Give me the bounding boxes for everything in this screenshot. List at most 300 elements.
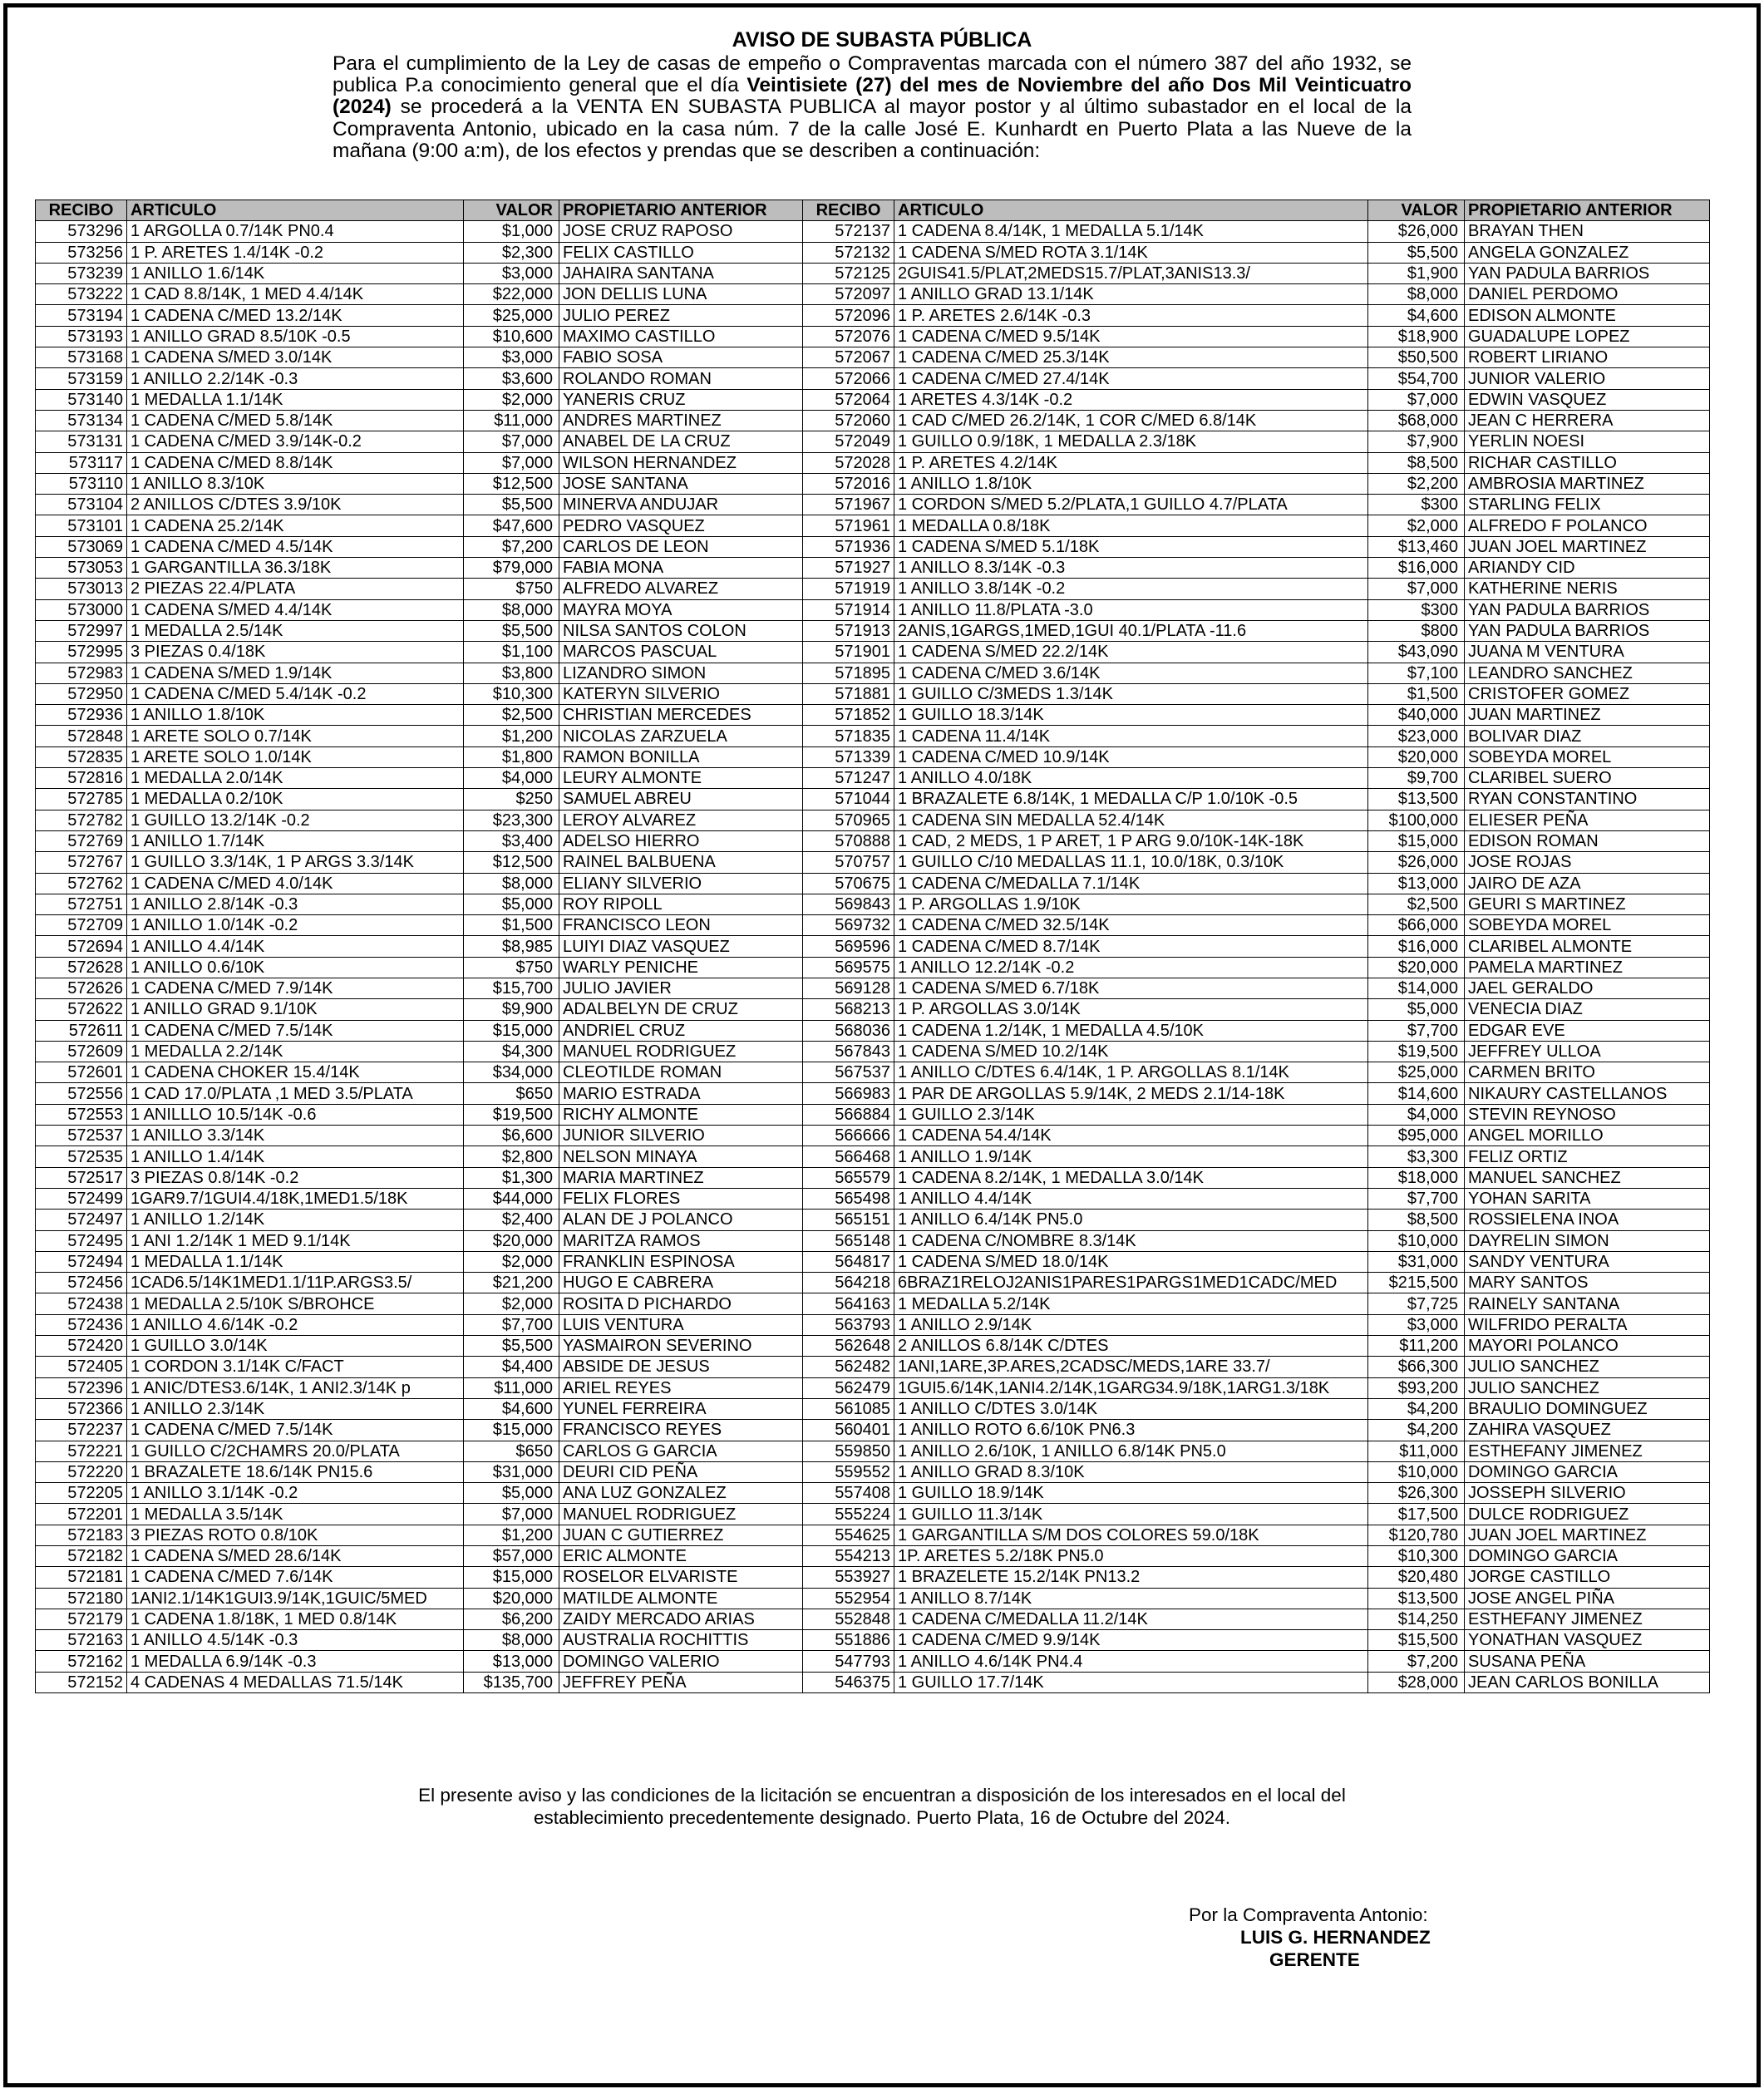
cell-propietario: LEROY ALVAREZ xyxy=(559,810,803,830)
cell-recibo: 555224 xyxy=(803,1504,894,1525)
cell-propietario: ANGEL MORILLO xyxy=(1465,1126,1710,1146)
cell-propietario: FRANCISCO LEON xyxy=(559,915,803,936)
cell-valor: $11,000 xyxy=(464,410,559,431)
cell-recibo: 572183 xyxy=(36,1525,127,1545)
cell-recibo: 573117 xyxy=(36,452,127,473)
cell-propietario: JOSE ROJAS xyxy=(1465,852,1710,873)
cell-recibo: 572205 xyxy=(36,1483,127,1504)
cell-recibo: 571339 xyxy=(803,746,894,767)
cell-articulo: 2ANIS,1GARGS,1MED,1GUI 40.1/PLATA -11.6 xyxy=(894,620,1368,641)
cell-valor: $15,000 xyxy=(1368,830,1465,851)
cell-recibo: 567843 xyxy=(803,1041,894,1062)
cell-recibo: 571881 xyxy=(803,683,894,704)
cell-articulo: 1 CADENA C/MED 10.9/14K xyxy=(894,746,1368,767)
table-row xyxy=(36,1273,1710,1293)
cell-recibo: 551886 xyxy=(803,1630,894,1651)
signature-name: LUIS G. HERNANDEZ xyxy=(1240,1927,1431,1948)
cell-propietario: NELSON MINAYA xyxy=(559,1146,803,1167)
cell-articulo: 1 CAD 17.0/PLATA ,1 MED 3.5/PLATA xyxy=(127,1083,464,1104)
cell-articulo: 1 ANILLO 1.8/10K xyxy=(127,705,464,726)
cell-articulo: 1 ANILLO 2.2/14K -0.3 xyxy=(127,368,464,389)
table-row xyxy=(36,1020,1710,1041)
cell-recibo: 571914 xyxy=(803,599,894,620)
cell-valor: $2,200 xyxy=(1368,473,1465,494)
cell-recibo: 572137 xyxy=(803,221,894,242)
cell-recibo: 571967 xyxy=(803,495,894,515)
cell-valor: $13,500 xyxy=(1368,1588,1465,1609)
cell-recibo: 553927 xyxy=(803,1567,894,1588)
cell-valor: $2,300 xyxy=(464,242,559,263)
cell-valor: $7,000 xyxy=(1368,579,1465,599)
table-row xyxy=(36,852,1710,873)
cell-articulo: 1 CADENA C/MED 5.4/14K -0.2 xyxy=(127,683,464,704)
cell-recibo: 573296 xyxy=(36,221,127,242)
cell-recibo: 572221 xyxy=(36,1441,127,1461)
cell-valor: $10,600 xyxy=(464,326,559,347)
header-articulo: ARTICULO xyxy=(127,200,464,221)
cell-recibo: 572769 xyxy=(36,830,127,851)
cell-propietario: ZAIDY MERCADO ARIAS xyxy=(559,1609,803,1629)
cell-valor: $215,500 xyxy=(1368,1273,1465,1293)
cell-valor: $13,500 xyxy=(1368,789,1465,810)
cell-recibo: 570965 xyxy=(803,810,894,830)
cell-valor: $25,000 xyxy=(1368,1062,1465,1083)
cell-valor: $4,400 xyxy=(464,1357,559,1377)
cell-articulo: 3 PIEZAS 0.4/18K xyxy=(127,642,464,663)
cell-valor: $95,000 xyxy=(1368,1126,1465,1146)
table-row xyxy=(36,810,1710,830)
cell-propietario: JOSSEPH SILVERIO xyxy=(1465,1483,1710,1504)
cell-valor: $26,000 xyxy=(1368,221,1465,242)
cell-recibo: 568213 xyxy=(803,999,894,1020)
cell-valor: $5,500 xyxy=(464,495,559,515)
cell-valor: $20,480 xyxy=(1368,1567,1465,1588)
cell-valor: $750 xyxy=(464,579,559,599)
cell-recibo: 560401 xyxy=(803,1420,894,1441)
cell-articulo: 1 P. ARETES 4.2/14K xyxy=(894,452,1368,473)
cell-articulo: 1 CADENA C/MED 25.3/14K xyxy=(894,347,1368,368)
cell-recibo: 572438 xyxy=(36,1293,127,1314)
table-row xyxy=(36,663,1710,683)
cell-propietario: RAMON BONILLA xyxy=(559,746,803,767)
cell-recibo: 572060 xyxy=(803,410,894,431)
cell-recibo: 573168 xyxy=(36,347,127,368)
table-row xyxy=(36,1483,1710,1504)
cell-recibo: 572751 xyxy=(36,894,127,914)
cell-propietario: BRAYAN THEN xyxy=(1465,221,1710,242)
cell-valor: $2,000 xyxy=(1368,515,1465,536)
cell-propietario: MAYRA MOYA xyxy=(559,599,803,620)
cell-propietario: ANDRIEL CRUZ xyxy=(559,1020,803,1041)
cell-propietario: MINERVA ANDUJAR xyxy=(559,495,803,515)
cell-propietario: JUNIOR VALERIO xyxy=(1465,368,1710,389)
cell-valor: $7,200 xyxy=(1368,1651,1465,1672)
cell-propietario: NICOLAS ZARZUELA xyxy=(559,726,803,746)
cell-propietario: LIZANDRO SIMON xyxy=(559,663,803,683)
cell-propietario: YUNEL FERREIRA xyxy=(559,1398,803,1419)
cell-articulo: 1 ANILLO 12.2/14K -0.2 xyxy=(894,957,1368,978)
table-row xyxy=(36,1041,1710,1062)
cell-recibo: 573131 xyxy=(36,431,127,452)
cell-valor: $25,000 xyxy=(464,305,559,326)
cell-propietario: BOLIVAR DIAZ xyxy=(1465,726,1710,746)
cell-recibo: 572162 xyxy=(36,1651,127,1672)
cell-valor: $3,400 xyxy=(464,830,559,851)
cell-articulo: 1 MEDALLA 2.5/10K S/BROHCE xyxy=(127,1293,464,1314)
cell-valor: $10,300 xyxy=(464,683,559,704)
cell-recibo: 564163 xyxy=(803,1293,894,1314)
cell-recibo: 565579 xyxy=(803,1167,894,1188)
cell-propietario: MARIA MARTINEZ xyxy=(559,1167,803,1188)
cell-recibo: 573053 xyxy=(36,558,127,579)
cell-valor: $31,000 xyxy=(464,1461,559,1482)
cell-recibo: 562648 xyxy=(803,1336,894,1357)
cell-propietario: ESTHEFANY JIMENEZ xyxy=(1465,1441,1710,1461)
cell-recibo: 572125 xyxy=(803,263,894,283)
cell-valor: $47,600 xyxy=(464,515,559,536)
cell-articulo: 1 GUILLO C/2CHAMRS 20.0/PLATA xyxy=(127,1441,464,1461)
cell-recibo: 572499 xyxy=(36,1188,127,1209)
cell-articulo: 1 CADENA C/MEDALLA 7.1/14K xyxy=(894,873,1368,894)
cell-articulo: 6BRAZ1RELOJ2ANIS1PARES1PARGS1MED1CADC/MED xyxy=(894,1273,1368,1293)
cell-propietario: SANDY VENTURA xyxy=(1465,1251,1710,1272)
table-row xyxy=(36,978,1710,998)
table-row xyxy=(36,768,1710,789)
signature-role: GERENTE xyxy=(1269,1949,1360,1970)
cell-recibo: 572767 xyxy=(36,852,127,873)
table-row xyxy=(36,368,1710,389)
cell-propietario: JORGE CASTILLO xyxy=(1465,1567,1710,1588)
cell-recibo: 572076 xyxy=(803,326,894,347)
cell-valor: $7,725 xyxy=(1368,1293,1465,1314)
cell-propietario: DOMINGO VALERIO xyxy=(559,1651,803,1672)
intro-text-a: Para el cumplimiento de la Ley de casas de empeño o Compraventas marcada con el número 387 del año 1932, se publica P.a conocimiento general que el día xyxy=(333,52,1412,97)
cell-valor: $8,000 xyxy=(464,873,559,894)
cell-recibo: 572997 xyxy=(36,620,127,641)
cell-articulo: 1 ANILLO 4.5/14K -0.3 xyxy=(127,1630,464,1651)
cell-valor: $100,000 xyxy=(1368,810,1465,830)
cell-propietario: FABIA MONA xyxy=(559,558,803,579)
table-row xyxy=(36,579,1710,599)
table-row xyxy=(36,452,1710,473)
cell-propietario: ALFREDO ALVAREZ xyxy=(559,579,803,599)
cell-recibo: 572366 xyxy=(36,1398,127,1419)
signature-block xyxy=(1189,1904,1455,1971)
cell-articulo: 1 CADENA C/MED 5.8/14K xyxy=(127,410,464,431)
cell-recibo: 572179 xyxy=(36,1609,127,1629)
table-row xyxy=(36,873,1710,894)
cell-propietario: RAINELY SANTANA xyxy=(1465,1293,1710,1314)
cell-articulo: 1 MEDALLA 1.1/14K xyxy=(127,389,464,410)
cell-recibo: 571895 xyxy=(803,663,894,683)
cell-valor: $1,500 xyxy=(464,915,559,936)
cell-recibo: 569128 xyxy=(803,978,894,998)
cell-recibo: 572201 xyxy=(36,1504,127,1525)
cell-propietario: YERLIN NOESI xyxy=(1465,431,1710,452)
signature-by: Por la Compraventa Antonio: xyxy=(1189,1904,1428,1925)
notice-footer xyxy=(0,1784,1764,1829)
cell-propietario: JULIO PEREZ xyxy=(559,305,803,326)
cell-propietario: JULIO JAVIER xyxy=(559,978,803,998)
cell-propietario: WARLY PENICHE xyxy=(559,957,803,978)
cell-recibo: 572182 xyxy=(36,1546,127,1567)
footer-line-2: establecimiento precedentemente designado. Puerto Plata, 16 de Octubre del 2024. xyxy=(533,1807,1231,1828)
cell-articulo: 1 ANILLO C/DTES 3.0/14K xyxy=(894,1398,1368,1419)
cell-valor: $19,500 xyxy=(1368,1041,1465,1062)
cell-valor: $7,000 xyxy=(464,431,559,452)
cell-recibo: 572622 xyxy=(36,999,127,1020)
cell-recibo: 572180 xyxy=(36,1588,127,1609)
cell-valor: $6,600 xyxy=(464,1126,559,1146)
table-row xyxy=(36,726,1710,746)
cell-articulo: 1 CADENA C/MED 9.9/14K xyxy=(894,1630,1368,1651)
cell-recibo: 559850 xyxy=(803,1441,894,1461)
header-recibo-2: RECIBO xyxy=(803,200,894,221)
cell-propietario: CLARIBEL SUERO xyxy=(1465,768,1710,789)
cell-recibo: 573104 xyxy=(36,495,127,515)
cell-propietario: ROSSIELENA INOA xyxy=(1465,1210,1710,1230)
cell-valor: $10,000 xyxy=(1368,1461,1465,1482)
cell-valor: $34,000 xyxy=(464,1062,559,1083)
header-valor-2: VALOR xyxy=(1368,200,1465,221)
cell-recibo: 572456 xyxy=(36,1273,127,1293)
cell-valor: $1,900 xyxy=(1368,263,1465,283)
table-row xyxy=(36,1630,1710,1651)
cell-recibo: 572152 xyxy=(36,1672,127,1692)
cell-articulo: 1 ANILLO C/DTES 6.4/14K, 1 P. ARGOLLAS 8.1/14K xyxy=(894,1062,1368,1083)
cell-valor: $1,200 xyxy=(464,1525,559,1545)
cell-valor: $12,500 xyxy=(464,852,559,873)
cell-propietario: RAINEL BALBUENA xyxy=(559,852,803,873)
cell-valor: $7,700 xyxy=(464,1314,559,1335)
table-row xyxy=(36,830,1710,851)
cell-valor: $21,200 xyxy=(464,1273,559,1293)
cell-recibo: 563793 xyxy=(803,1314,894,1335)
cell-valor: $7,900 xyxy=(1368,431,1465,452)
cell-propietario: SOBEYDA MOREL xyxy=(1465,915,1710,936)
cell-recibo: 564817 xyxy=(803,1251,894,1272)
cell-recibo: 571852 xyxy=(803,705,894,726)
cell-valor: $3,000 xyxy=(464,263,559,283)
cell-articulo: 1 BRAZALETE 6.8/14K, 1 MEDALLA C/P 1.0/10K -0.5 xyxy=(894,789,1368,810)
cell-propietario: AMBROSIA MARTINEZ xyxy=(1465,473,1710,494)
cell-recibo: 573013 xyxy=(36,579,127,599)
cell-valor: $750 xyxy=(464,957,559,978)
cell-articulo: 1P. ARETES 5.2/18K PN5.0 xyxy=(894,1546,1368,1567)
cell-propietario: ROSELOR ELVARISTE xyxy=(559,1567,803,1588)
cell-propietario: ALAN DE J POLANCO xyxy=(559,1210,803,1230)
cell-valor: $1,500 xyxy=(1368,683,1465,704)
cell-valor: $14,000 xyxy=(1368,978,1465,998)
cell-valor: $2,500 xyxy=(464,705,559,726)
cell-articulo: 1 P. ARGOLLAS 1.9/10K xyxy=(894,894,1368,914)
cell-recibo: 546375 xyxy=(803,1672,894,1692)
cell-propietario: PEDRO VASQUEZ xyxy=(559,515,803,536)
cell-valor: $650 xyxy=(464,1083,559,1104)
cell-recibo: 552848 xyxy=(803,1609,894,1629)
cell-propietario: JEAN CARLOS BONILLA xyxy=(1465,1672,1710,1692)
cell-valor: $57,000 xyxy=(464,1546,559,1567)
cell-propietario: VENECIA DIAZ xyxy=(1465,999,1710,1020)
cell-valor: $28,000 xyxy=(1368,1672,1465,1692)
cell-articulo: 2 ANILLOS 6.8/14K C/DTES xyxy=(894,1336,1368,1357)
cell-articulo: 1 GARGANTILLA S/M DOS COLORES 59.0/18K xyxy=(894,1525,1368,1545)
cell-recibo: 571919 xyxy=(803,579,894,599)
cell-propietario: ROY RIPOLL xyxy=(559,894,803,914)
cell-recibo: 572709 xyxy=(36,915,127,936)
cell-recibo: 572097 xyxy=(803,284,894,305)
table-row xyxy=(36,1609,1710,1629)
cell-recibo: 572995 xyxy=(36,642,127,663)
cell-recibo: 566468 xyxy=(803,1146,894,1167)
cell-articulo: 1 CADENA C/MED 4.5/14K xyxy=(127,536,464,557)
cell-recibo: 572517 xyxy=(36,1167,127,1188)
table-row xyxy=(36,1525,1710,1545)
cell-articulo: 1 ANILLO 8.3/14K -0.3 xyxy=(894,558,1368,579)
cell-articulo: 1 CADENA C/MED 7.5/14K xyxy=(127,1020,464,1041)
cell-articulo: 1 CORDON S/MED 5.2/PLATA,1 GUILLO 4.7/PLATA xyxy=(894,495,1368,515)
table-row xyxy=(36,495,1710,515)
cell-valor: $68,000 xyxy=(1368,410,1465,431)
cell-propietario: FELIX FLORES xyxy=(559,1188,803,1209)
cell-articulo: 1 PAR DE ARGOLLAS 5.9/14K, 2 MEDS 2.1/14-18K xyxy=(894,1083,1368,1104)
cell-articulo: 1 BRAZALETE 18.6/14K PN15.6 xyxy=(127,1461,464,1482)
cell-valor: $8,000 xyxy=(1368,284,1465,305)
table-row xyxy=(36,1293,1710,1314)
cell-valor: $93,200 xyxy=(1368,1377,1465,1398)
cell-propietario: JAEL GERALDO xyxy=(1465,978,1710,998)
cell-propietario: LUIS VENTURA xyxy=(559,1314,803,1335)
cell-propietario: MATILDE ALMONTE xyxy=(559,1588,803,1609)
cell-propietario: NIKAURY CASTELLANOS xyxy=(1465,1083,1710,1104)
cell-articulo: 1 ANILLO GRAD 8.3/10K xyxy=(894,1461,1368,1482)
cell-propietario: HUGO E CABRERA xyxy=(559,1273,803,1293)
cell-propietario: MANUEL RODRIGUEZ xyxy=(559,1041,803,1062)
cell-articulo: 1 ANILLO 2.9/14K xyxy=(894,1314,1368,1335)
cell-valor: $7,000 xyxy=(464,1504,559,1525)
cell-articulo: 1 ARGOLLA 0.7/14K PN0.4 xyxy=(127,221,464,242)
cell-propietario: RICHY ALMONTE xyxy=(559,1104,803,1125)
cell-recibo: 572628 xyxy=(36,957,127,978)
cell-recibo: 572495 xyxy=(36,1230,127,1251)
cell-propietario: FELIZ ORTIZ xyxy=(1465,1146,1710,1167)
cell-propietario: MARCOS PASCUAL xyxy=(559,642,803,663)
cell-articulo: 1 CADENA 11.4/14K xyxy=(894,726,1368,746)
table-row xyxy=(36,389,1710,410)
cell-recibo: 572064 xyxy=(803,389,894,410)
cell-valor: $650 xyxy=(464,1441,559,1461)
cell-articulo: 1ANI,1ARE,3P.ARES,2CADSC/MEDS,1ARE 33.7/ xyxy=(894,1357,1368,1377)
cell-valor: $44,000 xyxy=(464,1188,559,1209)
cell-propietario: YAN PADULA BARRIOS xyxy=(1465,599,1710,620)
cell-propietario: EDISON ROMAN xyxy=(1465,830,1710,851)
cell-recibo: 570757 xyxy=(803,852,894,873)
cell-recibo: 573110 xyxy=(36,473,127,494)
cell-valor: $18,900 xyxy=(1368,326,1465,347)
header-recibo: RECIBO xyxy=(36,200,127,221)
table-row xyxy=(36,746,1710,767)
cell-propietario: MARY SANTOS xyxy=(1465,1273,1710,1293)
cell-recibo: 572936 xyxy=(36,705,127,726)
cell-valor: $4,000 xyxy=(1368,1104,1465,1125)
cell-articulo: 1 ANILLO 1.0/14K -0.2 xyxy=(127,915,464,936)
cell-valor: $2,000 xyxy=(464,1293,559,1314)
cell-valor: $250 xyxy=(464,789,559,810)
cell-articulo: 1 ANILLO ROTO 6.6/10K PN6.3 xyxy=(894,1420,1368,1441)
cell-propietario: MAYORI POLANCO xyxy=(1465,1336,1710,1357)
cell-articulo: 1 CADENA 1.8/18K, 1 MED 0.8/14K xyxy=(127,1609,464,1629)
cell-articulo: 1 ANILLO 2.8/14K -0.3 xyxy=(127,894,464,914)
cell-recibo: 572983 xyxy=(36,663,127,683)
cell-recibo: 572609 xyxy=(36,1041,127,1062)
table-row xyxy=(36,347,1710,368)
cell-valor: $4,000 xyxy=(464,768,559,789)
cell-articulo: 1 CADENA C/MED 8.7/14K xyxy=(894,936,1368,957)
cell-recibo: 572537 xyxy=(36,1126,127,1146)
cell-articulo: 1 MEDALLA 1.1/14K xyxy=(127,1251,464,1272)
cell-articulo: 1 GUILLO 18.3/14K xyxy=(894,705,1368,726)
header-propietario-2: PROPIETARIO ANTERIOR xyxy=(1465,200,1710,221)
cell-articulo: 1 ANILLO GRAD 9.1/10K xyxy=(127,999,464,1020)
cell-valor: $79,000 xyxy=(464,558,559,579)
cell-valor: $23,300 xyxy=(464,810,559,830)
cell-valor: $3,300 xyxy=(1368,1146,1465,1167)
cell-propietario: FRANKLIN ESPINOSA xyxy=(559,1251,803,1272)
cell-propietario: STARLING FELIX xyxy=(1465,495,1710,515)
cell-propietario: BRAULIO DOMINGUEZ xyxy=(1465,1398,1710,1419)
cell-propietario: ANDRES MARTINEZ xyxy=(559,410,803,431)
cell-recibo: 572067 xyxy=(803,347,894,368)
table-row xyxy=(36,1504,1710,1525)
cell-articulo: 1 ANILLO 8.7/14K xyxy=(894,1588,1368,1609)
cell-propietario: WILSON HERNANDEZ xyxy=(559,452,803,473)
cell-recibo: 571927 xyxy=(803,558,894,579)
cell-recibo: 569732 xyxy=(803,915,894,936)
cell-recibo: 571247 xyxy=(803,768,894,789)
cell-articulo: 1 ANILLO 3.3/14K xyxy=(127,1126,464,1146)
cell-recibo: 554625 xyxy=(803,1525,894,1545)
cell-articulo: 1 CADENA C/MED 4.0/14K xyxy=(127,873,464,894)
cell-recibo: 572611 xyxy=(36,1020,127,1041)
table-row xyxy=(36,1146,1710,1167)
cell-valor: $6,200 xyxy=(464,1609,559,1629)
cell-articulo: 1 ANILLO 2.6/10K, 1 ANILLO 6.8/14K PN5.0 xyxy=(894,1441,1368,1461)
cell-articulo: 1 ANILLO 4.6/14K PN4.4 xyxy=(894,1651,1368,1672)
cell-recibo: 572950 xyxy=(36,683,127,704)
cell-recibo: 572016 xyxy=(803,473,894,494)
cell-articulo: 1 CADENA C/MED 8.8/14K xyxy=(127,452,464,473)
cell-articulo: 1 GUILLO 18.9/14K xyxy=(894,1483,1368,1504)
cell-valor: $15,000 xyxy=(464,1567,559,1588)
cell-valor: $800 xyxy=(1368,620,1465,641)
cell-valor: $14,600 xyxy=(1368,1083,1465,1104)
cell-valor: $7,000 xyxy=(464,452,559,473)
cell-propietario: GUADALUPE LOPEZ xyxy=(1465,326,1710,347)
cell-valor: $31,000 xyxy=(1368,1251,1465,1272)
cell-propietario: JUAN C GUTIERREZ xyxy=(559,1525,803,1545)
cell-articulo: 1 ANILLO GRAD 13.1/14K xyxy=(894,284,1368,305)
cell-articulo: 1 P. ARGOLLAS 3.0/14K xyxy=(894,999,1368,1020)
cell-propietario: ADALBELYN DE CRUZ xyxy=(559,999,803,1020)
cell-valor: $4,600 xyxy=(464,1398,559,1419)
table-row xyxy=(36,326,1710,347)
table-row xyxy=(36,1441,1710,1461)
cell-articulo: 1 ANILLO 1.8/10K xyxy=(894,473,1368,494)
table-row xyxy=(36,1567,1710,1588)
cell-recibo: 572396 xyxy=(36,1377,127,1398)
cell-recibo: 573256 xyxy=(36,242,127,263)
cell-propietario: WILFRIDO PERALTA xyxy=(1465,1314,1710,1335)
